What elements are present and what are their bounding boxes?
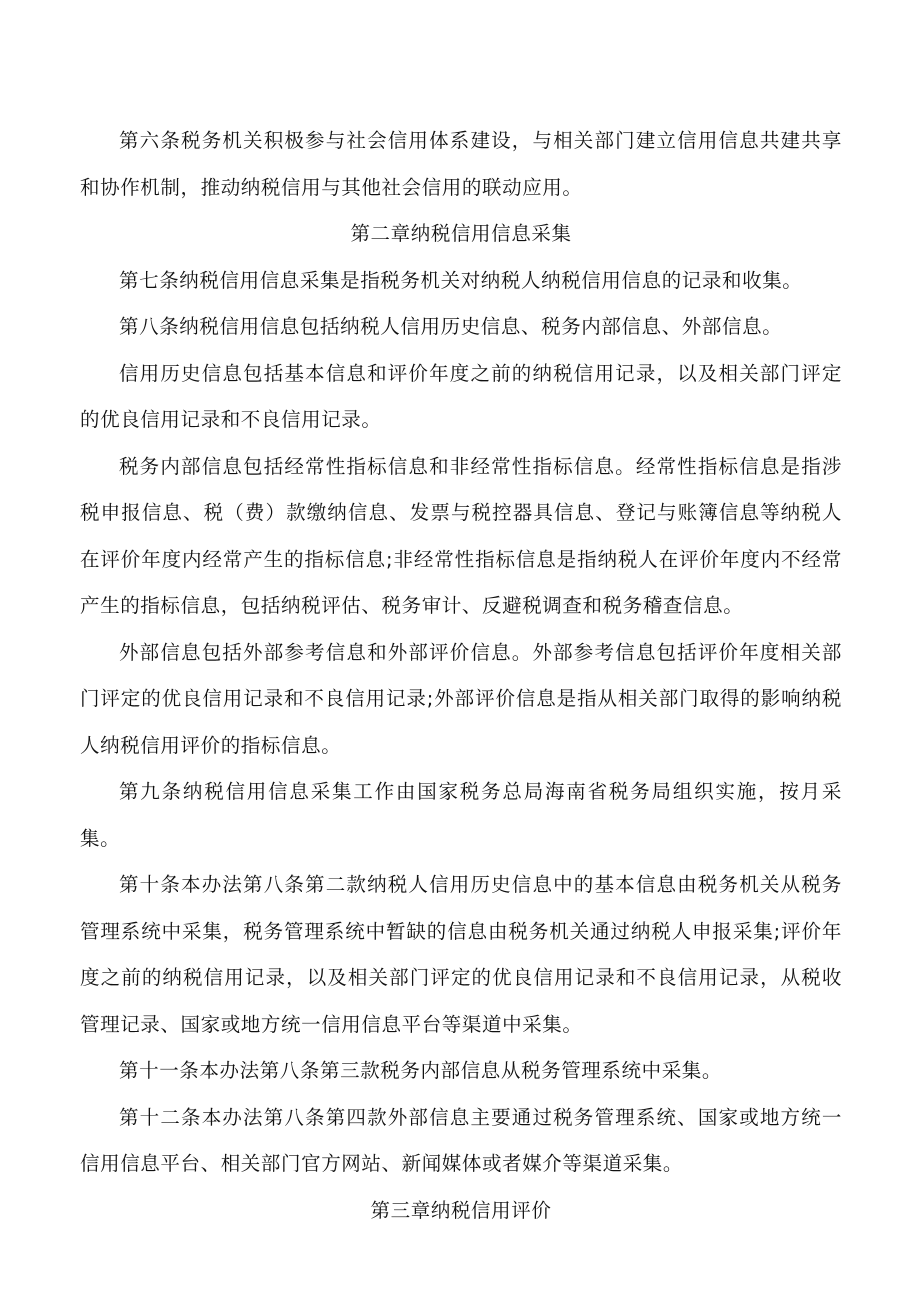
article-6-paragraph: 第六条税务机关积极参与社会信用体系建设，与相关部门建立信用信息共建共享和协作机制，推动纳税信用与其他社会信用的联动应用。 xyxy=(80,129,842,199)
article-11-paragraph: 第十一条本办法第八条第三款税务内部信息从税务管理系统中采集。 xyxy=(119,1059,723,1082)
article-12-paragraph: 第十二条本办法第八条第四款外部信息主要通过税务管理系统、国家或地方统一信用信息平台、相关部门官方网站、新闻媒体或者媒介等渠道采集。 xyxy=(80,1105,842,1175)
article-8-paragraph: 第八条纳税信用信息包括纳税人信用历史信息、税务内部信息、外部信息。 xyxy=(119,315,783,338)
credit-history-paragraph: 信用历史信息包括基本信息和评价年度之前的纳税信用记录，以及相关部门评定的优良信用记录和不良信用记录。 xyxy=(80,361,842,431)
chapter-2-heading: 第二章纳税信用信息采集 xyxy=(350,222,572,245)
document-body xyxy=(80,118,842,1234)
article-7-paragraph: 第七条纳税信用信息采集是指税务机关对纳税人纳税信用信息的记录和收集。 xyxy=(119,268,803,292)
external-info-paragraph: 外部信息包括外部参考信息和外部评价信息。外部参考信息包括评价年度相关部门评定的优良信用记录和不良信用记录;外部评价信息是指从相关部门取得的影响纳税人纳税信用评价的指标信息。 xyxy=(80,640,842,757)
internal-info-paragraph: 税务内部信息包括经常性指标信息和非经常性指标信息。经常性指标信息是指涉税申报信息、税（费）款缴纳信息、发票与税控器具信息、登记与账簿信息等纳税人在评价年度内经常产生的指标信息;非经常性指标信息是指纳税人在评价年度内不经常产生的指标信息，包括纳税评估、税务审计、反避税调查和税务稽查信息。 xyxy=(80,454,842,617)
article-10-paragraph: 第十条本办法第八条第二款纳税人信用历史信息中的基本信息由税务机关从税务管理系统中采集，税务管理系统中暂缺的信息由税务机关通过纳税人申报采集;评价年度之前的纳税信用记录，以及相关部门评定的优良信用记录和不良信用记录，从税收管理记录、国家或地方统一信用信息平台等渠道中采集。 xyxy=(80,873,842,1036)
article-9-paragraph: 第九条纳税信用信息采集工作由国家税务总局海南省税务局组织实施，按月采集。 xyxy=(80,780,842,850)
chapter-3-heading: 第三章纳税信用评价 xyxy=(370,1198,552,1222)
